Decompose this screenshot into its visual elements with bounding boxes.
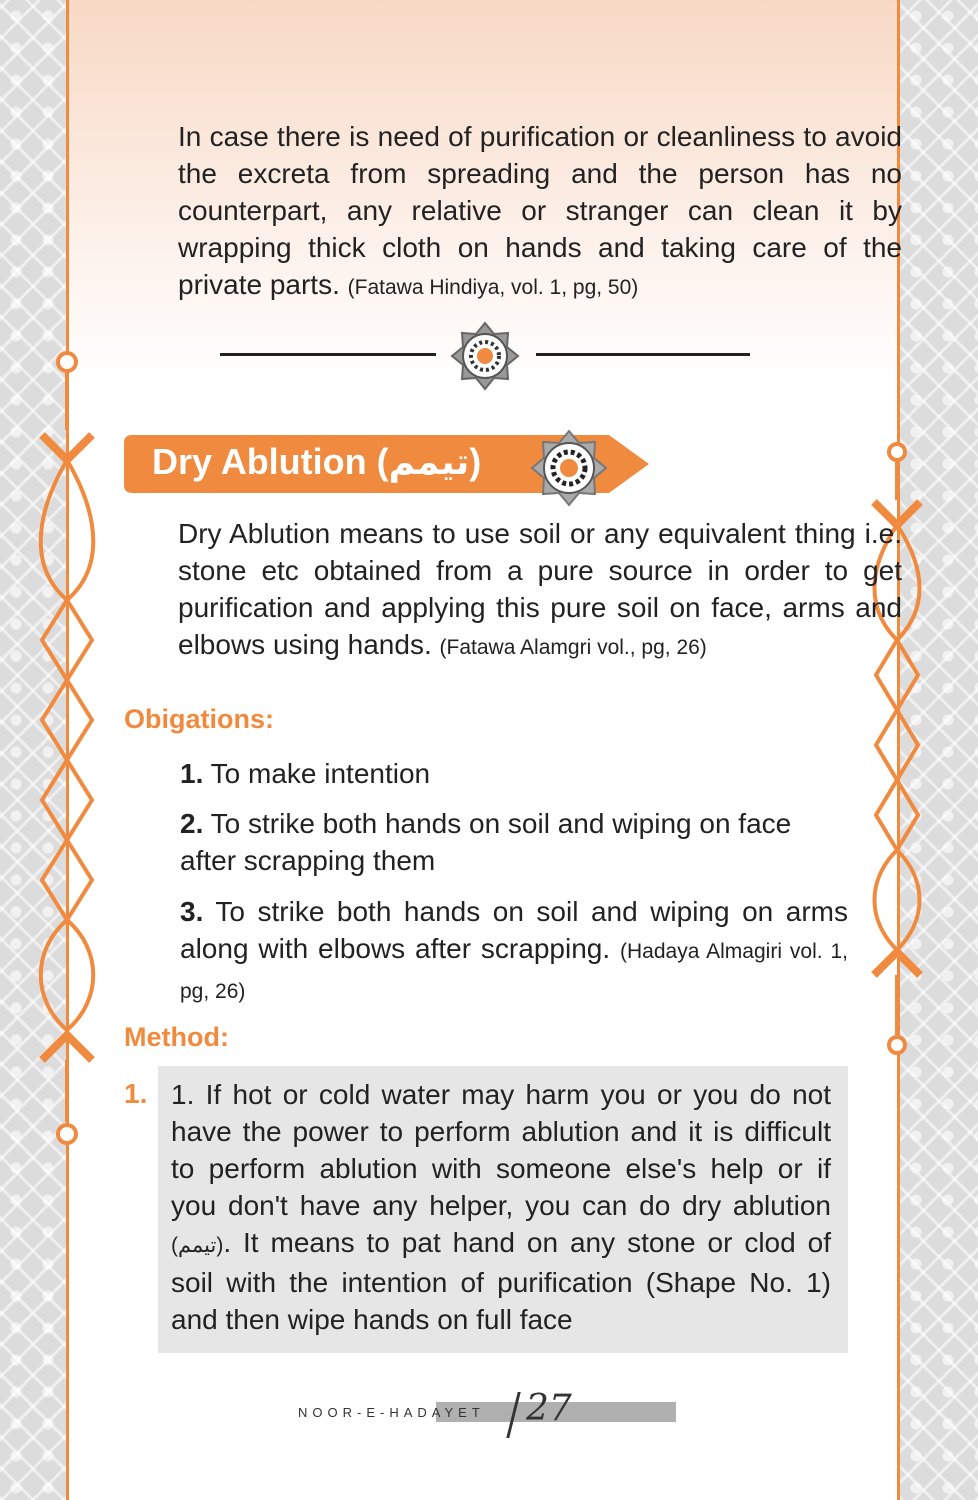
intro-paragraph — [124, 118, 902, 306]
method-text-a: 1. If hot or cold water may harm you or you do not have the power to perform ablution and it is difficult to perform ablution with someone else's help or if you don't have any helper, you can do dry ablution — [171, 1079, 831, 1221]
obligation-text: To strike both hands on soil and wiping on face after scrapping them — [180, 808, 792, 876]
definition-text: Dry Ablution means to use soil or any equivalent thing i.e. stone etc obtained from a pure source in order to get purification and applying this pure soil on face, arms and elbows using hands. — [178, 518, 902, 660]
divider-medallion-icon — [449, 320, 521, 392]
banner-medallion-icon — [529, 428, 609, 508]
obligation-number: 1. — [180, 758, 204, 789]
section-title: Dry Ablution (تیمم) — [152, 441, 482, 482]
method-urdu-term: (تیمم) — [171, 1234, 224, 1257]
obligation-number: 2. — [180, 808, 204, 839]
intro-text: In case there is need of purification or cleanliness to avoid the excreta from spreading and the person has no counterpart, any relative or stranger can clean it by wrapping thick cloth on hands and taking care of the private parts. — [178, 121, 902, 300]
footer-brand: NOOR-E-HADAYET — [298, 1405, 485, 1420]
method-paragraph — [171, 1076, 831, 1338]
obligation-text: To make intention — [210, 758, 431, 789]
obligation-number: 3. — [180, 896, 204, 927]
divider-line-right — [536, 353, 750, 356]
definition-citation: (Fatawa Alamgri vol., pg, 26) — [439, 636, 707, 659]
intro-citation: (Fatawa Hindiya, vol. 1, pg, 50) — [347, 276, 639, 299]
left-orange-ornament — [22, 340, 112, 1160]
method-text-b: . It means to pat hand on any stone or clod of soil with the intention of purification (Shape No. 1) and then wipe hands on full face — [171, 1227, 831, 1335]
method-heading: Method: — [124, 1022, 229, 1052]
method-number: 1. — [124, 1078, 148, 1109]
page-number: 27 — [526, 1388, 572, 1429]
obligation-citation: (Hadaya Almagiri vol. 1, pg, 26) — [180, 940, 849, 1003]
obligation-text: To strike both hands on soil and wiping on arms along with elbows after scrapping. — [180, 896, 848, 964]
definition-paragraph — [124, 515, 902, 666]
obligations-heading: Obigations: — [124, 704, 274, 734]
obligation-item — [180, 805, 848, 879]
divider-line-left — [220, 353, 436, 356]
obligation-item — [180, 755, 848, 792]
obligation-item — [180, 893, 848, 1010]
